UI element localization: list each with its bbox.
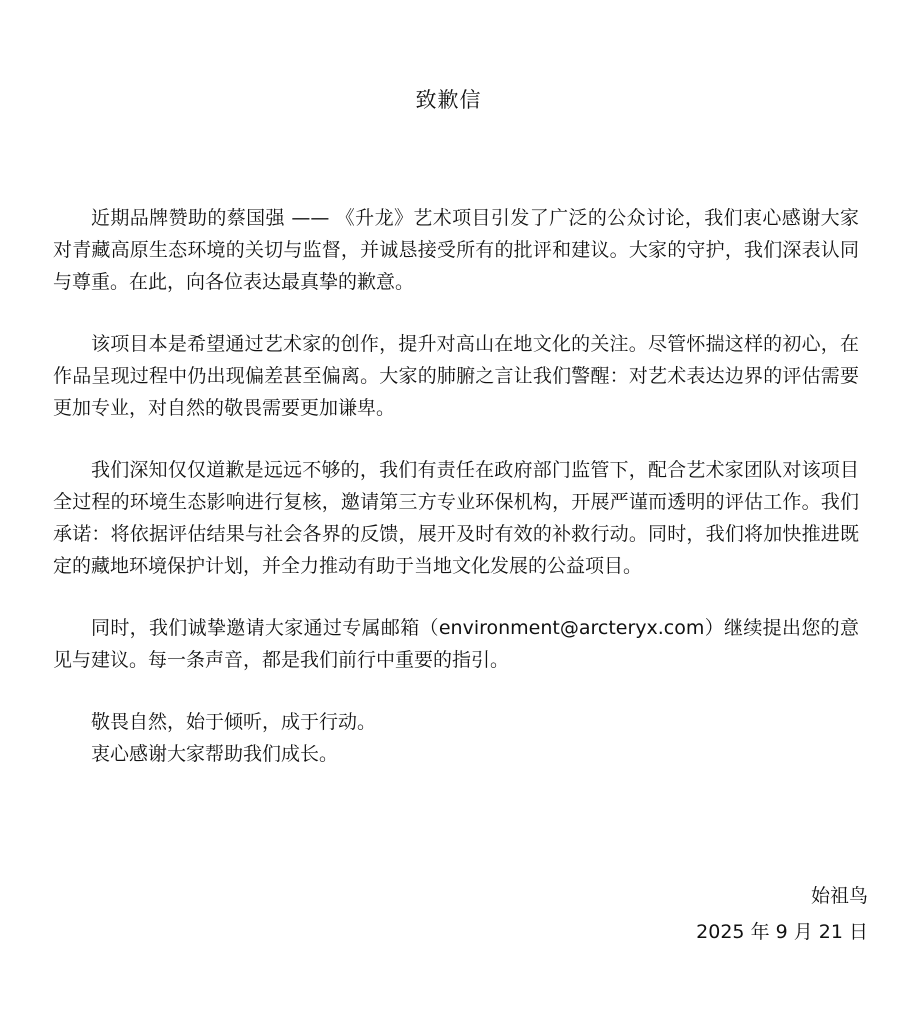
letter-body: [53, 202, 859, 770]
paragraph-2: 该项目本是希望通过艺术家的创作，提升对高山在地文化的关注。尽管怀揣这样的初心，在作品呈现过程中仍出现偏差甚至偏离。大家的肺腑之言让我们警醒：对艺术表达边界的评估需要更加专业，对自然的敬畏需要更加谦卑。: [53, 333, 859, 419]
signature-org: 始祖鸟: [810, 885, 868, 907]
closing-line-1: 敬畏自然，始于倾听，成于行动。: [91, 711, 377, 733]
signature-block: [696, 878, 868, 950]
paragraph-1: 近期品牌赞助的蔡国强 —— 《升龙》艺术项目引发了广泛的公众讨论，我们衷心感谢大家对青藏高原生态环境的关切与监督，并诚恳接受所有的批评和建议。大家的守护，我们深表认同与尊重。在此，向各位表达最真挚的歉意。: [53, 207, 859, 293]
paragraph-4: 同时，我们诚挚邀请大家通过专属邮箱（environment@arcteryx.com）继续提出您的意见与建议。每一条声音，都是我们前行中重要的指引。: [53, 617, 859, 671]
closing-line-2: 衷心感谢大家帮助我们成长。: [91, 743, 339, 765]
letter-title: 致歉信: [415, 88, 482, 112]
paragraph-3: 我们深知仅仅道歉是远远不够的，我们有责任在政府部门监管下，配合艺术家团队对该项目全过程的环境生态影响进行复核，邀请第三方专业环保机构，开展严谨而透明的评估工作。我们承诺：将依据评估结果与社会各界的反馈，展开及时有效的补救行动。同时，我们将加快推进既定的藏地环境保护计划，并全力推动有助于当地文化发展的公益项目。: [53, 459, 859, 577]
signature-date: 2025 年 9 月 21 日: [696, 921, 868, 943]
